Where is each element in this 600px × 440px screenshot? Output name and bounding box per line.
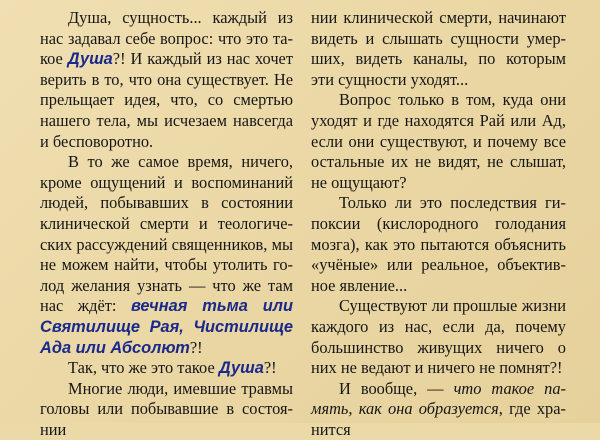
highlight-dusha: Душа (218, 359, 264, 378)
paragraph-3 (40, 358, 293, 379)
paragraph-5: Вопрос только в том, куда они уходят и где находятся Рай или Ад, если они существуют, и почему все остальные их не видят, не слышат, не ощущают? (311, 90, 566, 192)
text-run: Так, что же это такое (68, 358, 219, 378)
text-run: И вообще, — (339, 378, 454, 398)
highlight-afterlife: вечная тьма или Святилище Рая, Чистилище Ада или Абсолют (40, 297, 293, 357)
highlight-dusha: Душа (67, 50, 113, 69)
paragraph-continued: нии клинической смерти, начинают видеть и слышать сущности умерших, видеть каналы, по которым эти сущности уходят... (311, 8, 566, 89)
left-column (40, 8, 293, 440)
paragraph-2 (40, 152, 293, 358)
right-column (311, 8, 566, 440)
text-run: ?! (263, 358, 277, 378)
paragraph-6: Только ли это последствия гипоксии (кислородного голодания мозга), как это пытаются объяснить «учёные» или реальное, объективное явление... (311, 193, 566, 295)
text-run: В то же самое время, ничего, кроме ощущений и воспоминаний людей, побывавших в состоянии клинической смерти и теологических рассуждений священников, мы не можем найти, чтобы утолить голод желания узнать — что же там нас ждёт: (40, 152, 293, 316)
text-run: ?! (189, 337, 203, 357)
italic-phrase: что такое память, как она образуется (311, 378, 567, 419)
paragraph-8 (311, 379, 566, 440)
paragraph-7: Существуют ли прошлые жизни каждого из нас, если да, почему большинство живущих ничего о них не ведают и ничего не помнят?! (311, 296, 566, 378)
text-run: Душа, сущность... каждый из нас задавал себе вопрос: что это такое (40, 8, 293, 69)
paragraph-1 (40, 8, 293, 152)
paragraph-4: Многие люди, имевшие травмы головы или побывавшие в состоянии (40, 378, 293, 439)
text-run: ?! И каждый из нас хочет верить в то, что она существует. Не прельщает идея, что, со смертью нашего тела, мы исчезаем навсегда и бесповоротно. (40, 49, 293, 151)
text-run: , где хранится (311, 399, 566, 439)
